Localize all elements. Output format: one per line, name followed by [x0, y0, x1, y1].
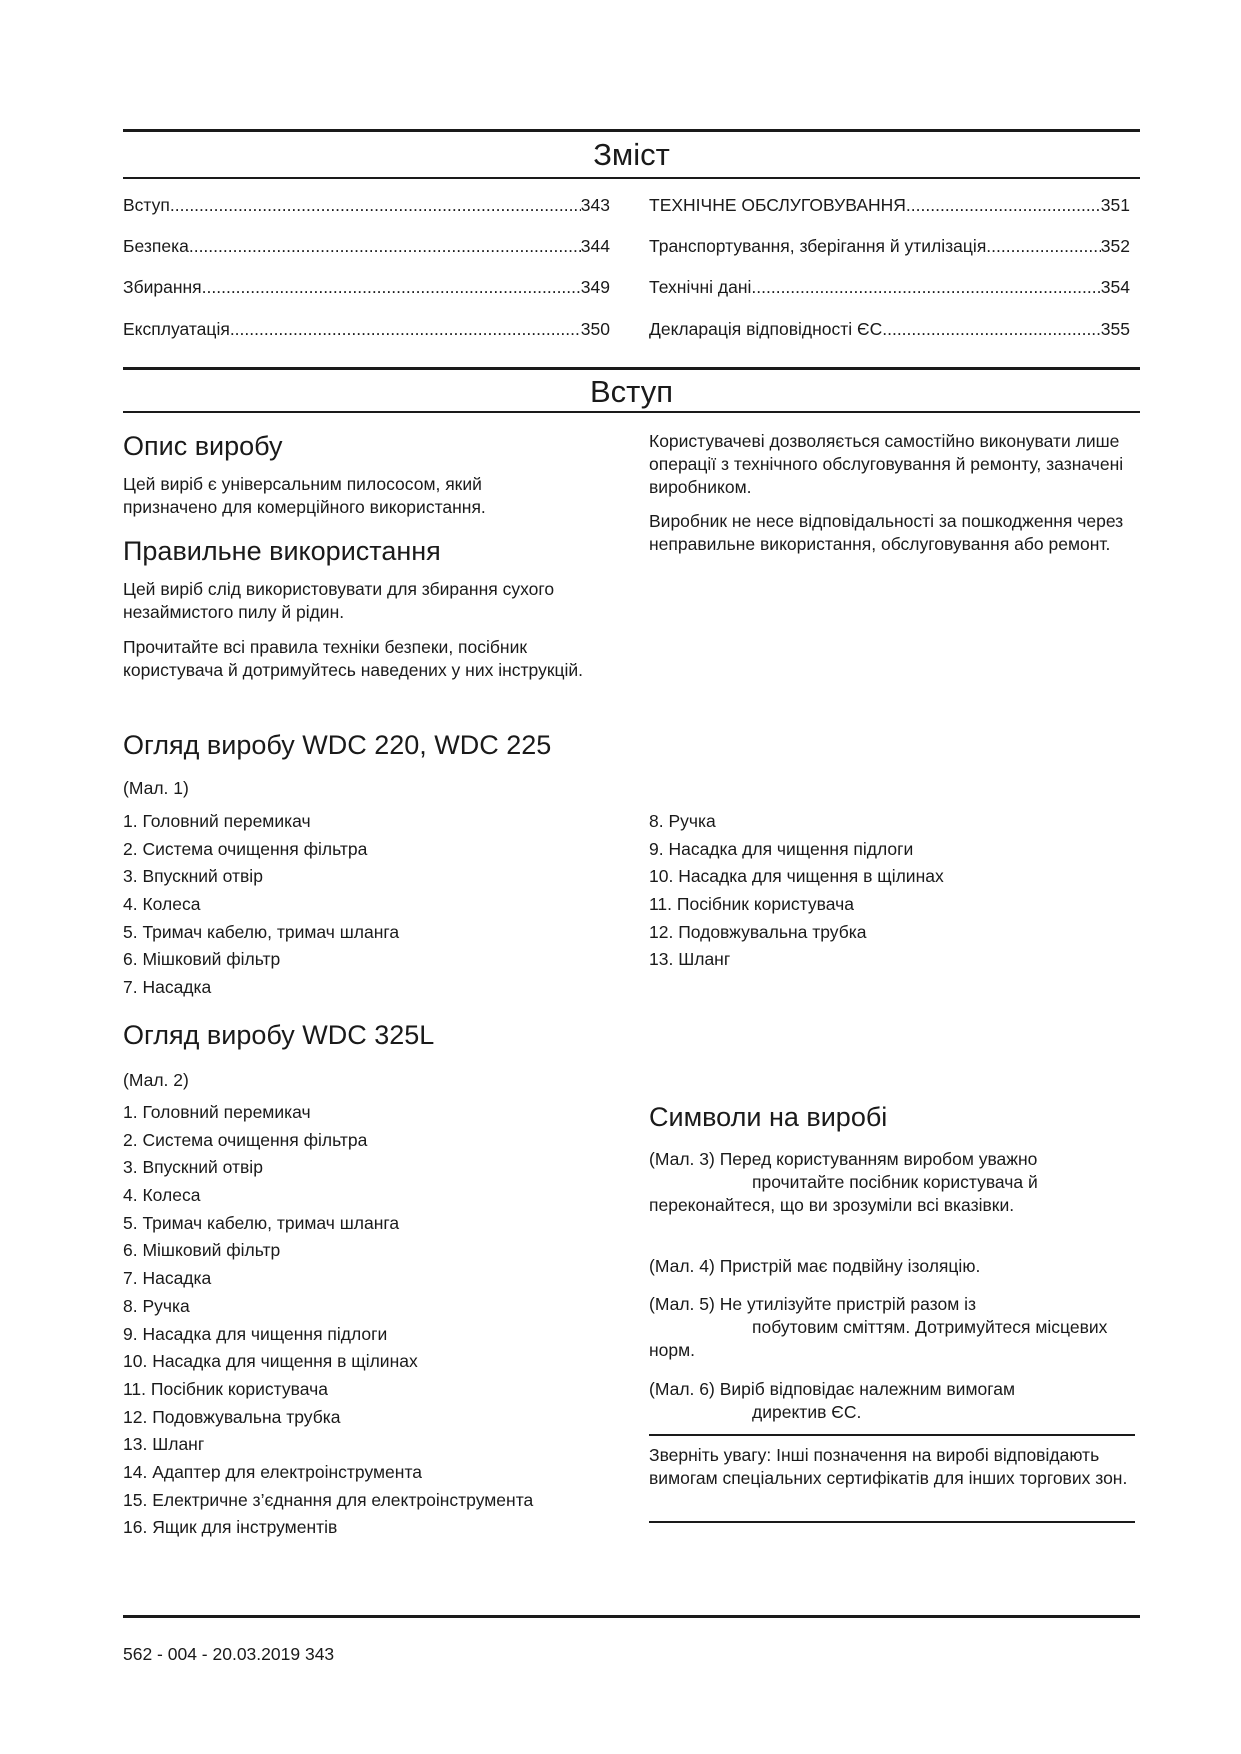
symbol-ref: (Мал. 4) — [649, 1256, 715, 1276]
list-item: 7. Насадка — [123, 977, 212, 998]
list-item: 11. Посібник користувача — [649, 894, 854, 915]
list-item: 10. Насадка для чищення в щілинах — [123, 1351, 418, 1372]
note-text: Інші позначення на виробі відповідають вимогам спеціальних сертифікатів для інших торгових зон. — [649, 1445, 1128, 1488]
symbol-ref: (Мал. 3) — [649, 1149, 715, 1169]
symbol-text-rest: побутовим сміттям. Дотримуйтеся місцевих норм. — [649, 1317, 1108, 1360]
footer — [123, 1644, 334, 1665]
list-item: 6. Мішковий фільтр — [123, 1240, 281, 1261]
list-item: 6. Мішковий фільтр — [123, 949, 281, 970]
list-item: 16. Ящик для інструментів — [123, 1517, 338, 1538]
liability-text: Виробник не несе відповідальності за пошкодження через неправильне використання, обслуговування або ремонт. — [649, 511, 1124, 554]
intended-use-text-2: Прочитайте всі правила техніки безпеки, посібник користувача й дотримуйтесь наведених у них інструкцій. — [123, 637, 584, 680]
list-item: 15. Електричне з’єднання для електроінструмента — [123, 1489, 534, 1510]
toc-entry[interactable]: Декларація відповідності ЄС ..... 355 — [649, 318, 1130, 340]
note-bottom-rule — [649, 1521, 1135, 1523]
symbol-text-first: Виріб відповідає належним вимогам — [719, 1379, 1015, 1399]
overview1-list-right — [649, 809, 944, 975]
list-item: 8. Ручка — [649, 811, 716, 831]
list-item: 9. Насадка для чищення підлоги — [123, 1323, 388, 1344]
toc-entry[interactable]: Технічні дані ..... 354 — [649, 276, 1130, 298]
list-item: 14. Адаптер для електроінструмента — [123, 1461, 423, 1482]
symbol-text-rest: прочитайте посібник користувача й переконайтеся, що ви зрозуміли всі вказівки. — [649, 1172, 1038, 1215]
overview2-heading: Огляд виробу WDC 325L — [123, 1020, 435, 1050]
list-item: 5. Тримач кабелю, тримач шланга — [123, 1212, 400, 1233]
intro-top-rule — [123, 367, 1140, 370]
symbol-entry-fig6 — [649, 1378, 1119, 1424]
note-label: Зверніть увагу: — [649, 1445, 772, 1465]
list-item: 7. Насадка — [123, 1268, 212, 1289]
toc-entry[interactable]: ТЕХНІЧНЕ ОБСЛУГОВУВАННЯ ..... 351 — [649, 194, 1130, 216]
user-maintenance-text: Користувачеві дозволяється самостійно виконувати лише операції з технічного обслуговування й ремонту, зазначені виробником. — [649, 431, 1124, 497]
list-item: 10. Насадка для чищення в щілинах — [649, 866, 944, 887]
toc-entry[interactable]: Вступ ..... 343 — [123, 194, 610, 216]
intro-title-rule — [123, 411, 1140, 413]
list-item: 11. Посібник користувача — [123, 1378, 328, 1399]
toc-entry[interactable]: Збирання ..... 349 — [123, 276, 610, 298]
symbol-text-first: Перед користуванням виробом уважно — [719, 1149, 1038, 1169]
list-item: 3. Впускний отвір — [123, 1157, 263, 1178]
footer-doc-id: 562 - 004 - 20.03.2019 — [123, 1644, 301, 1664]
list-item: 3. Впускний отвір — [123, 866, 263, 887]
intended-use-text-1: Цей виріб слід використовувати для збирання сухого незаймистого пилу й рідин. — [123, 579, 555, 622]
product-description-text: Цей виріб є універсальним пилососом, який призначено для комерційного використання. — [123, 474, 486, 517]
symbol-text-first: Не утилізуйте пристрій разом із — [719, 1294, 976, 1314]
footer-rule — [123, 1615, 1140, 1618]
overview2-list — [123, 1100, 533, 1543]
toc-entry[interactable]: Безпека ..... 344 — [123, 235, 610, 257]
overview1-fig-ref: (Мал. 1) — [123, 778, 189, 798]
intended-use-heading: Правильне використання — [123, 536, 441, 566]
footer-page-number: 343 — [304, 1644, 335, 1664]
intro-title: Вступ — [589, 374, 673, 409]
overview1-heading: Огляд виробу WDC 220, WDC 225 — [123, 730, 552, 760]
list-item: 1. Головний перемикач — [123, 1102, 311, 1122]
contents-title-rule — [123, 177, 1140, 179]
list-item: 12. Подовжувальна трубка — [649, 921, 867, 942]
note-top-rule — [649, 1434, 1135, 1436]
list-item: 5. Тримач кабелю, тримач шланга — [123, 921, 400, 942]
overview2-fig-ref: (Мал. 2) — [123, 1070, 189, 1090]
list-item: 12. Подовжувальна трубка — [123, 1406, 341, 1427]
overview1-list-left — [123, 809, 399, 1003]
list-item: 2. Система очищення фільтра — [123, 838, 368, 859]
list-item: 13. Шланг — [649, 949, 731, 970]
list-item: 4. Колеса — [123, 1185, 201, 1206]
contents-title: Зміст — [593, 137, 670, 172]
note-block — [649, 1444, 1135, 1490]
list-item: 13. Шланг — [123, 1434, 205, 1455]
list-item: 9. Насадка для чищення підлоги — [649, 838, 914, 859]
symbol-ref: (Мал. 5) — [649, 1294, 715, 1314]
symbol-entry-fig5 — [649, 1293, 1119, 1362]
toc-entry[interactable]: Експлуатація ..... 350 — [123, 318, 610, 340]
list-item: 8. Ручка — [123, 1295, 190, 1316]
toc-entry[interactable]: Транспортування, зберігання й утилізація ..... 352 — [649, 235, 1130, 257]
list-item: 2. Система очищення фільтра — [123, 1129, 368, 1150]
symbol-entry-fig3 — [649, 1148, 1119, 1217]
list-item: 1. Головний перемикач — [123, 811, 311, 831]
symbol-entry-fig4 — [649, 1255, 1119, 1278]
list-item: 4. Колеса — [123, 894, 201, 915]
symbol-text-first: Пристрій має подвійну ізоляцію. — [719, 1256, 981, 1276]
symbol-text-rest: директив ЄС. — [752, 1402, 862, 1422]
symbols-heading: Символи на виробі — [649, 1102, 888, 1132]
top-rule — [123, 129, 1140, 132]
symbol-ref: (Мал. 6) — [649, 1379, 715, 1399]
product-description-heading: Опис виробу — [123, 431, 283, 461]
